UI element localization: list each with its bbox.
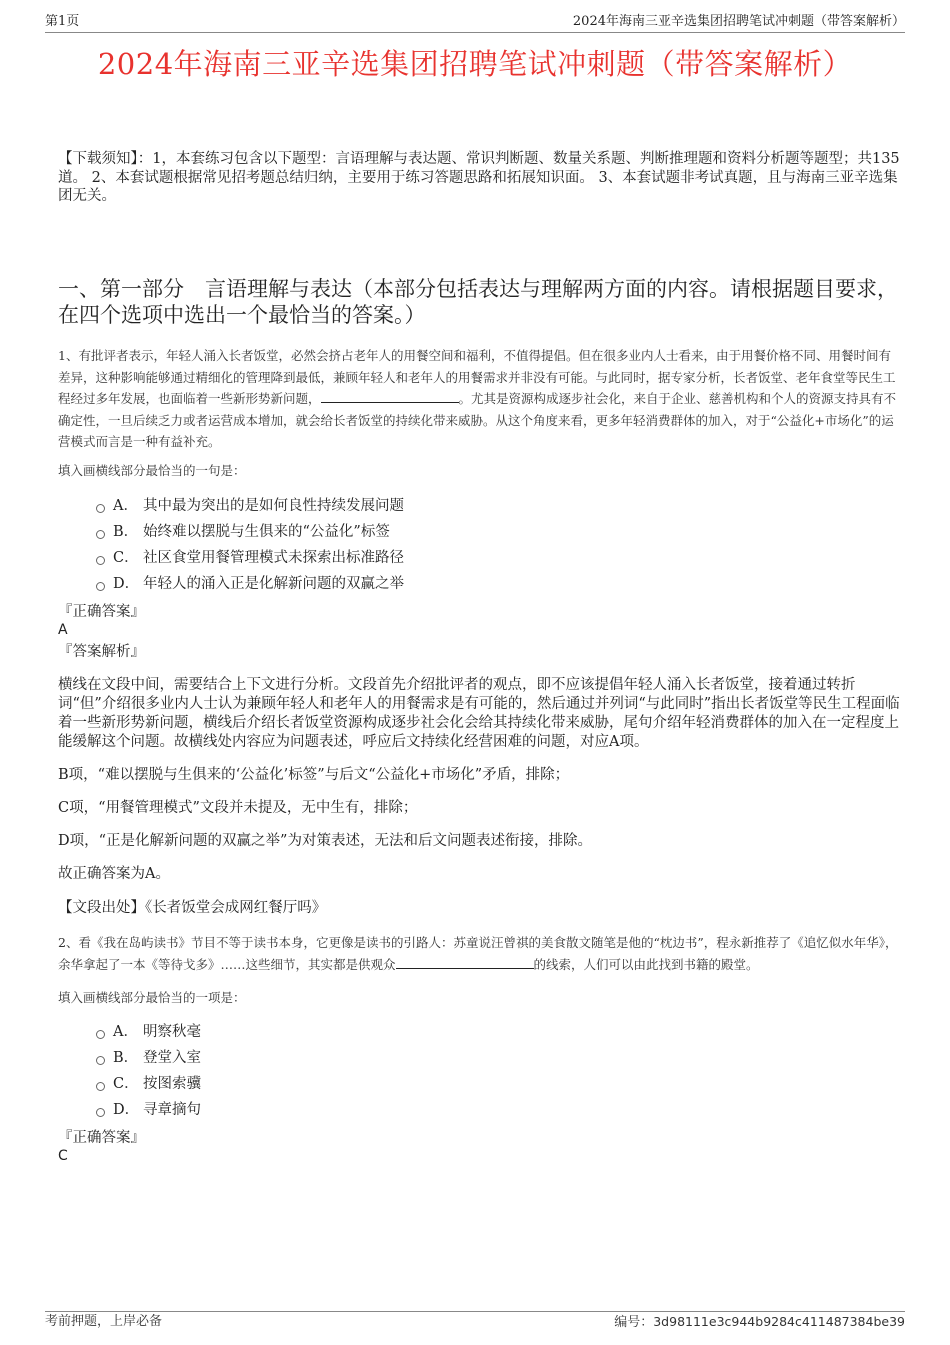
radio-icon[interactable] xyxy=(96,1056,105,1065)
question-1-prompt: 填入画横线部分最恰当的一句是： xyxy=(58,463,246,478)
q1-option-a[interactable]: A． 其中最为突出的是如何良性持续发展问题 xyxy=(96,497,404,515)
fill-blank xyxy=(396,956,534,969)
footer-divider xyxy=(45,1311,905,1312)
q1-option-b[interactable]: B． 始终难以摆脱与生俱来的“公益化”标签 xyxy=(96,523,390,541)
q1-analysis-b: B项，“难以摆脱与生俱来的‘公益化’标签”与后文“公益化+市场化”矛盾，排除； xyxy=(58,767,570,783)
q1-option-c[interactable]: C． 社区食堂用餐管理模式未探索出标准路径 xyxy=(96,549,404,567)
question-2-prompt: 填入画横线部分最恰当的一项是： xyxy=(58,990,246,1005)
q1-source: 【文段出处】《长者饭堂会成网红餐厅吗》 xyxy=(58,900,327,916)
radio-icon[interactable] xyxy=(96,1082,105,1091)
radio-icon[interactable] xyxy=(96,504,105,513)
section-heading: 一、第一部分 言语理解与表达（本部分包括表达与理解两方面的内容。请根据题目要求，在四个选项中选出一个最恰当的答案。） xyxy=(58,277,898,327)
q2-option-b[interactable]: B． 登堂入室 xyxy=(96,1049,201,1067)
q1-answer: A xyxy=(58,622,68,638)
fill-blank xyxy=(321,390,459,403)
q2-answer: C xyxy=(58,1148,68,1164)
footer-code: 编号：3d98111e3c944b9284c411487384be39 xyxy=(614,1314,905,1330)
footer-slogan: 考前押题，上岸必备 xyxy=(45,1314,163,1329)
q1-option-d[interactable]: D． 年轻人的涌入正是化解新问题的双赢之举 xyxy=(96,575,404,593)
download-notice: 【下载须知】：1，本套练习包含以下题型：言语理解与表达题、常识判断题、数量关系题、判断推理题和资料分析题等题型；共135道。 2、本套试题根据常见招考题总结归纳，主要用于练习答题思路和拓展知识面。 3、本套试题非考试真题，且与海南三亚辛选集团无关。 xyxy=(58,151,900,204)
q1-analysis-main: 横线在文段中间，需要结合上下文进行分析。文段首先介绍批评者的观点，即不应该提倡年轻人涌入长者饭堂，接着通过转折词“但”介绍很多业内人士认为兼顾年轻人和老年人的用餐需求是有可能的，然后通过并列词“与此同时”指出长者饭堂等民生工程面临着一些新形势新问题，横线后介绍长者饭堂资源构成逐步社会化会给其持续化带来威胁，尾句介绍年轻消费群体的加入在一定程度上能缓解这个问题。故横线处内容应为问题表述，呼应后文持续化经营困难的问题，对应A项。 xyxy=(58,677,900,750)
q1-analysis-label: 『答案解析』 xyxy=(58,644,145,660)
radio-icon[interactable] xyxy=(96,556,105,565)
question-2-text: 2、看《我在岛屿读书》节目不等于读书本身，它更像是读书的引路人：苏童说汪曾祺的美食散文随笔是他的“枕边书”，程永新推荐了《追忆似水年华》，余华拿起了一本《等待戈多》……这些细节，其实都是供观众 的线索，人们可以由此找到书籍的殿堂。 xyxy=(58,935,898,972)
q2-option-d[interactable]: D． 寻章摘句 xyxy=(96,1101,201,1119)
q1-answer-label: 『正确答案』 xyxy=(58,604,145,620)
q1-analysis-c: C项，“用餐管理模式”文段并未提及，无中生有，排除； xyxy=(58,800,418,816)
q2-option-a[interactable]: A． 明察秋毫 xyxy=(96,1023,201,1041)
q1-analysis-conclusion: 故正确答案为A。 xyxy=(58,866,170,882)
header-divider xyxy=(45,32,905,33)
header-doc-title: 2024年海南三亚辛选集团招聘笔试冲刺题（带答案解析） xyxy=(572,14,905,29)
q2-option-c[interactable]: C． 按图索骥 xyxy=(96,1075,201,1093)
radio-icon[interactable] xyxy=(96,530,105,539)
radio-icon[interactable] xyxy=(96,582,105,591)
radio-icon[interactable] xyxy=(96,1030,105,1039)
q1-analysis-d: D项，“正是化解新问题的双赢之举”为对策表述，无法和后文问题表述衔接，排除。 xyxy=(58,833,592,849)
q2-answer-label: 『正确答案』 xyxy=(58,1130,145,1146)
question-1-text: 1、有批评者表示，年轻人涌入长者饭堂，必然会挤占老年人的用餐空间和福利，不值得提倡。但在很多业内人士看来，由于用餐价格不同、用餐时间有差异，这种影响能够通过精细化的管理降到最低，兼顾年轻人和老年人的用餐需求并非没有可能。与此同时，据专家分析，长者饭堂、老年食堂等民生工程经过多年发展，也面临着一些新形势新问题， 。尤其是资源构成逐步社会化，来自于企业、慈善机构和个人的资源支持具有不确定性，一旦后续乏力或者运营成本增加，就会给长者饭堂的持续化带来威胁。从这个角度来看，更多年轻消费群体的加入，对于“公益化+市场化”的运营模式而言是一种有益补充。 xyxy=(58,348,897,449)
page-number: 第1页 xyxy=(45,14,80,29)
document-title: 2024年海南三亚辛选集团招聘笔试冲刺题（带答案解析） xyxy=(97,47,853,81)
radio-icon[interactable] xyxy=(96,1108,105,1117)
